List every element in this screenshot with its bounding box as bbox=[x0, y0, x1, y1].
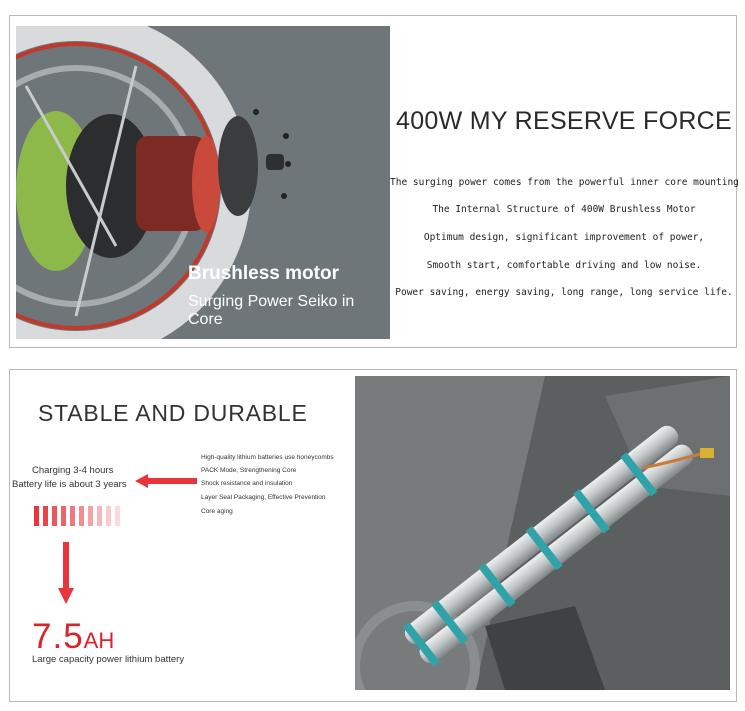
level-bar bbox=[43, 506, 48, 526]
capacity-number: 7.5 bbox=[32, 617, 84, 656]
feature-line-3: Shock resistance and insulation bbox=[201, 480, 293, 487]
battery-heading: STABLE AND DURABLE bbox=[38, 400, 308, 426]
level-bar bbox=[106, 506, 111, 526]
level-bar bbox=[97, 506, 102, 526]
capacity-unit: AH bbox=[83, 628, 115, 653]
battery-image bbox=[355, 376, 730, 690]
end-cap bbox=[218, 116, 258, 216]
level-bar bbox=[61, 506, 66, 526]
motor-line-4: Smooth start, comfortable driving and low noise. bbox=[426, 260, 702, 271]
bearing bbox=[266, 154, 284, 170]
capacity-caption: Large capacity power lithium battery bbox=[32, 654, 185, 665]
feature-line-2: PACK Mode, Strengthening Core bbox=[201, 467, 297, 474]
level-bar bbox=[34, 506, 39, 526]
motor-line-3: Optimum design, significant improvement of power, bbox=[423, 232, 705, 243]
motor-line-1: The surging power comes from the powerful inner core mounting bbox=[390, 177, 739, 188]
motor-line-5: Power saving, energy saving, long range, long service life. bbox=[395, 287, 733, 298]
level-bar bbox=[70, 506, 75, 526]
motor-panel bbox=[9, 15, 737, 348]
battery-panel bbox=[9, 369, 737, 702]
feature-line-1: High-quality lithium batteries use honeycombs bbox=[201, 454, 334, 461]
arrow-left-icon bbox=[135, 474, 197, 488]
chain-guard bbox=[485, 606, 605, 690]
screw bbox=[253, 109, 259, 115]
motor-heading: 400W MY RESERVE FORCE bbox=[395, 107, 733, 135]
motor-image-subtitle: Surging Power Seiko in Core bbox=[188, 293, 355, 328]
screw bbox=[283, 133, 289, 139]
feature-line-4: Layer Seal Packaging, Effective Prevention bbox=[201, 494, 326, 501]
screw bbox=[285, 161, 291, 167]
level-bar bbox=[115, 506, 120, 526]
rotor-face bbox=[192, 136, 220, 232]
motor-line-2: The Internal Structure of 400W Brushless Motor bbox=[432, 204, 696, 215]
motor-image-title: Brushless motor bbox=[188, 263, 339, 284]
battery-illustration bbox=[355, 376, 730, 690]
feature-line-5: Core aging bbox=[201, 508, 233, 515]
battery-life: Battery life is about 3 years bbox=[12, 479, 127, 490]
screw bbox=[281, 193, 287, 199]
battery-level-indicator bbox=[34, 506, 120, 526]
battery-capacity bbox=[32, 617, 114, 657]
connector bbox=[700, 448, 714, 458]
level-bar bbox=[52, 506, 57, 526]
level-bar bbox=[79, 506, 84, 526]
level-bar bbox=[88, 506, 93, 526]
arrow-down-icon bbox=[58, 542, 74, 604]
charging-time: Charging 3-4 hours bbox=[32, 465, 114, 476]
motor-image bbox=[16, 26, 390, 339]
